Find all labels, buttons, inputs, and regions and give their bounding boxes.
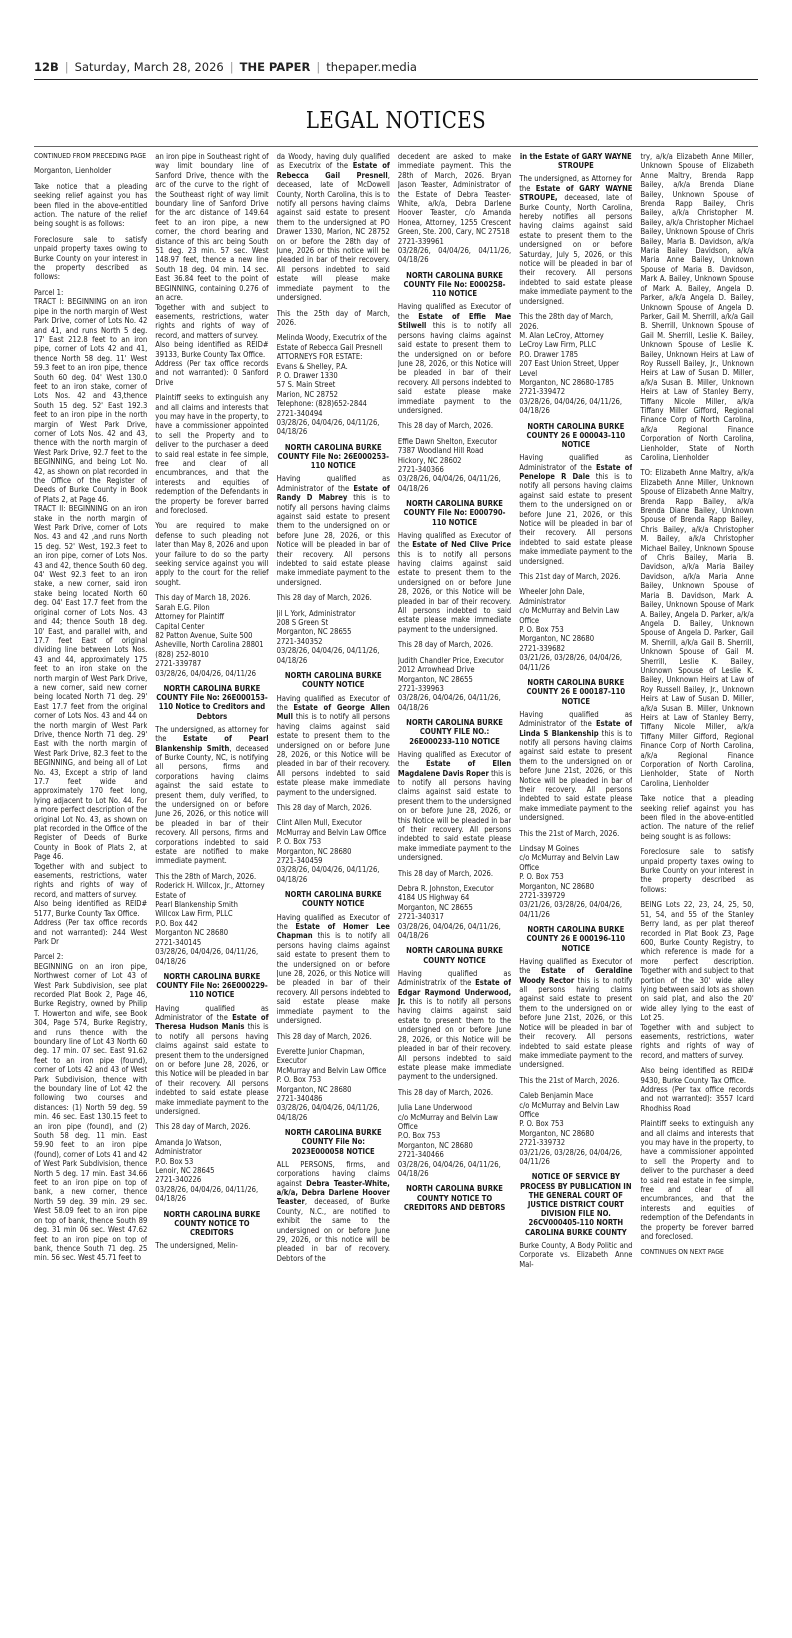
notice-date: This 28 day of March, 2026. [397, 1087, 494, 1097]
notice-heading: NOTICE OF SERVICE BY PROCESS BY PUBLICATION IN THE GENERAL COURT OF JUSTICE DISTRICT COURT DIVISION FILE NO. 26CV000405-110 NORTH CAROLINA BURKE COUNTY [520, 1172, 632, 1237]
notice-date: This 28 day of March, 2026. [397, 868, 494, 878]
notice-heading: NORTH CAROLINA BURKE COUNTY NOTICE [284, 890, 382, 909]
estate-name: Estate of Penelope R Dale [519, 462, 633, 481]
notice-text: Burke County, A Body Politic and Corporate vs. Elizabeth Anne Mal- [519, 1240, 633, 1269]
notice-signature: This day of March 18, 2026. Sarah E.G. Pilon Attorney for Plaintiff Capital Center 82 Patton Avenue, Suite 500 Asheville, North Carolina 28801 (828) 252-8010 2721-339787 03/28/26, 04/04/26, 04/11/26 [155, 593, 264, 678]
estate-name: Estate of Theresa Hudson Manis [155, 1012, 269, 1032]
notice-signature: Effie Dawn Shelton, Executor 7387 Woodland Hill Road Hickory, NC 28602 2721-340366 03/28/26, 04/04/26, 04/11/26, 04/18/26 [397, 436, 501, 493]
notice-heading: NORTH CAROLINA BURKE COUNTY File No: 26E000153-110 Notice to Creditors and Debtors [156, 683, 268, 721]
notice-heading: NORTH CAROLINA BURKE COUNTY NOTICE [284, 671, 382, 690]
notice-date: This the 21st of March, 2026. [519, 828, 620, 838]
notice-heading: NORTH CAROLINA BURKE COUNTY File No: 2023E000058 NOTICE [284, 1128, 382, 1156]
notice-heading: in the Estate of GARY WAYNE STROUPE [519, 152, 632, 171]
notice-text: Having qualified as Administrator of the Estate of Randy D Mabrey this is to notify all persons having claims against said estate to present them to the undersigned on or before June 28, 2026, or this Notice will be pleaded in bar of their recovery. All persons indebted to said estate please make immediate payment to the undersigned. [276, 474, 390, 587]
estate-name: Estate of GARY WAYNE STROUPE, [519, 183, 633, 203]
parcel-description: Parcel 2: BEGINNING on an iron pipe, Northwest corner of Lot 43 of West Park Subdivision, see plat recorded Plat Book 2, Page 46, Burke Registry, owned by Philip T. Howerton and wife, see Book 304, Page 574, Burke Registry, and runs thence with the boundary line of Lot 43 North 60 deg. 17 min. 07 sec. East 91.62 feet to an iron pipe (found), corner of Lots 42 and 43 of West Park Subdivision, thence with the boundary line of Lot 42 the following two courses and distances: (1) North 59 deg. 59 min. 46 sec. East 130.15 feet to an iron pipe (found), and (2) South 58 deg. 11 min. East 59.90 feet to an iron pipe (found), corner of Lots 41 and 42 of West Park Subdivision, thence North 5 deg. 17 min. East 34.66 feet to an iron pipe on top of bank, a new corner, thence North 59 deg. 39 min. 29 sec. West 58.09 feet to an iron pipe on top of bank, thence South 89 deg. 31 min 06 sec. West 47.62 feet to an iron pipe on top of bank, thence South 71 deg. 25 min. 56 sec. West 45.71 feet to [34, 952, 148, 1263]
notice-date: This the 21st of March, 2026. [519, 1075, 620, 1085]
notice-signature: Wheeler John Dale, Administrator c/o McMurray and Belvin Law Office P. O. Box 753 Morganton, NC 28680 2721-339682 03/21/26, 03/28/26, 04/04/26, 04/11/26 [519, 587, 623, 672]
parcel-description: an iron pipe in Southeast right of way limit boundary line of Sanford Drive, thence with the arc of the curve to the right of the Southeast right of way limit boundary line of Sanford Drive for the arc distance of 149.64 feet to an iron pipe, a new corner, the chord bearing and distance of this arc being South 51 deg. 23 min. 57 sec. West 148.97 feet, thence a new line South 18 deg. 04 min. 14 sec. East 36.84 feet to the point of BEGINNING, containing 0.276 of an acre. Together with and subject to easements, restrictions, water rights and rights of way of record, and matters of survey. Also being identified as REID# 39133, Burke County Tax Office. Address (Per tax office records and not warranted): 0 Sanford Drive [155, 152, 269, 387]
notice-signature: Everette Junior Chapman, Executor McMurray and Belvin Law Office P. O. Box 753 Morganton, NC 28680 2721-340486 03/28/26, 04/04/26, 04/11/26, 04/18/26 [276, 1046, 387, 1122]
notice-text: Having qualified as Executor of the Estate of Geraldine Woody Rector this is to notify all persons having claims against said estate to present them to the undersigned on or before June 21st, 2026, or this Notice will be pleaded in bar of their recovery. All persons indebted to said estate please make immediate payment to the undersigned. [519, 956, 633, 1070]
notice-heading: NORTH CAROLINA BURKE COUNTY File No: E000258-110 NOTICE [403, 270, 506, 299]
parcel-description: BEING Lots 22, 23, 24, 25, 50, 51, 54, and 55 of the Stanley Berry land, as per plat thereof recorded in Plat Book Z3, Page 600, Burke County Registry, to which reference is made for a more perfect description. Together with and subject to that portion of the 30' wide alley lying between said lots as shown on said plat, and also the 20' wide alley lying to the east of Lot 25. Together with and subject to easements, restrictions, water rights and rights of way of record, and matters of survey. [640, 900, 754, 1060]
notice-date: This 28 day of March, 2026. [276, 1031, 372, 1041]
notice-date: This 28 day of March, 2026. [276, 802, 372, 812]
estate-name: Estate of Homer Lee Chapman [276, 922, 390, 941]
notice-text: Having qualified as Administrator of the Estate of Theresa Hudson Manis this is to notify all persons having claims against said estate to present them to the undersigned on or before June 28, 2026, or this Notice will be pleaded in bar of their recovery. All persons indebted to said estate please make immediate payment to the undersigned. [155, 1003, 269, 1116]
notice-text: Having qualified as Administrator of the Estate of Penelope R Dale this is to notify all persons having claims against said estate to present them to the undersigned on or before June 21, 2026, or this Notice will be pleaded in bar of their recovery. All persons indebted to said estate please make immediate payment to the undersigned. [519, 453, 633, 566]
notice-date: This 28 day of March, 2026. [397, 421, 494, 431]
estate-name: Estate of Randy D Mabrey [276, 483, 390, 503]
notice-text: Having qualified as Administratrix of the Estate of Edgar Raymond Underwood, Jr. this is to notify all persons having claims against said estate to present them to the undersigned on or before June 28, 2026, or this Notice will be pleaded in bar of their recovery. All persons indebted to said estate please make immediate payment to the undersigned. [397, 968, 512, 1082]
notice-text: Having qualified as Executor of the Estate of Ned Clive Price this is to notify all persons having claims against said estate to present them to the undersigned on or before June 28, 2026, or this Notice will be pleaded in bar of their recovery. All persons indebted to said estate please make immediate payment to the undersigned. [397, 530, 512, 634]
notice-heading: NORTH CAROLINA BURKE COUNTY 26 E 000187-110 NOTICE [526, 678, 626, 706]
parcel-description: Also being identified as REID# 9430, Burke County Tax Office. Address (Per tax office records and not warranted): 3557 Icard Rhodhiss Road [640, 1066, 754, 1113]
estate-name: Estate of Ellen Magdalene Davis Roper [397, 759, 512, 778]
column-3 [277, 152, 390, 1630]
notice-text: decedent are asked to make immediate payment. This the 28th of March, 2026. Bryan Jason Teaster, Administrator of the Estate of Debra Teaster-White, a/k/a, Debra Darlene Hoover Teaster, c/o Amanda Honea, Attorney, 1255 Crescent Green, Ste. 200, Cary, NC 27518 2721-339961 03/28/26, 04/04/26, 04/11/26, 04/18/26 [397, 152, 512, 265]
notice-text: Plaintiff seeks to extinguish any and all claims and interests that you may have in the property, to have a commissioner appointed to sell the Property and to deliver to the purchaser a deed to said real estate in fee simple, free and clear of all encumbrances, and that the interests and equities of redemption of the Defendants in the property be forever barred and foreclosed. [155, 393, 269, 516]
notice-text: Foreclosure sale to satisfy unpaid property taxes owing to Burke County on your interest in the property described as follows: [34, 234, 148, 282]
notice-heading: NORTH CAROLINA BURKE COUNTY 26 E 000043-110 NOTICE [526, 421, 626, 449]
notice-text: TO: Elizabeth Anne Maltry, a/k/a Elizabeth Anne Miller, Unknown Spouse of Elizabeth Anne Maltry, Brenda Rapp Bailey, a/k/a Brenda Diane Bailey, Unknown Spouse of Brenda Rapp Bailey, Chris Bailey, a/k/a Christopher M. Bailey, a/k/a Christopher Michael Bailey, Unknown Spouse of Chris Bailey, Maria B. Davidson, a/k/a Maria Bailey Davidson, a/k/a Maria Anne Bailey, Unknown Spouse of Maria B. Davidson, Mark A. Bailey, Unknown Spouse of Mark A. Bailey, Angela D. Parker, a/k/a Angela D. Bailey, Unknown Spouse of Angela D. Parker, Gail M. Sherrill, a/k/a Gail B. Sherrill, Unknown Spouse of Gail M. Sherrill, Leslie K. Bailey, Unknown Spouse of Leslie K. Bailey, Unknown Heirs at Law of Roy Russell Bailey, Jr., Unknown Heirs at Law of Susan D. Miller, a/k/a Susan B. Miller, Unknown Heirs at Law of Stanley Berry, Tiffany Nicole Miller, a/k/a Tiffany Miller Gifford, Regional Finance Corp of North Carolina, a/k/a Regional Finance Corporation of North Carolina, Lienholder, State of North Carolina, Lienholder [640, 468, 754, 788]
notice-signature: Clint Allen Mull, Executor McMurray and Belvin Law Office P. O. Box 753 Morganton, NC 28680 2721-340459 03/28/26, 04/04/26, 04/11/26, 04/18/26 [276, 818, 387, 884]
notice-text: Having qualified as Executor of the Estate of Homer Lee Chapman this is to notify all persons having claims against said estate to present them to the undersigned on or before June 28, 2026, or this Notice will be pleaded in bar of their recovery. All persons indebted to said estate please make immediate payment to the undersigned. [276, 912, 390, 1026]
notice-text: da Woody, having duly qualified as Executrix of the Estate of Rebecca Gail Presnell, deceased, late of McDowell County, North Carolina, this is to notify all persons having claims against said estate to present them to the undersigned at PO Drawer 1330, Marion, NC 28752 on or before the 28th day of June, 2026 or this notice will be pleaded in bar of their recovery. All persons indebted to said estate will please make immediate payment to the undersigned. [276, 152, 390, 303]
notice-signature: Jil L York, Administrator 208 S Green St Morganton, NC 28655 2721-340352 03/28/26, 04/04/26, 04/11/26, 04/18/26 [276, 608, 380, 665]
newspaper-site[interactable]: thepaper.media [326, 60, 417, 74]
column-4 [398, 152, 511, 1630]
notice-text: Having qualified as Executor of the Estate of George Allen Mull this is to notify all persons having claims against said estate to present them to the undersigned on or before June 28, 2026, or this Notice will be pleaded in bar of their recovery. All persons indebted to said estate please make immediate payment to the undersigned. [276, 693, 390, 797]
notice-text: Take notice that a pleading seeking relief against you has been filed in the above-entitled action. The nature of the relief being sought is as follows: [34, 181, 148, 229]
notice-signature: Amanda Jo Watson, Administrator P.O. Box 53 Lenoir, NC 28645 2721-340226 03/28/26, 04/04/26, 04/11/26, 04/18/26 [155, 1137, 259, 1204]
estate-name: Estate of Ned Clive Price [412, 540, 512, 550]
masthead-separator: | [316, 60, 321, 74]
notice-signature: Debra R. Johnston, Executor 4184 US Highway 64 Morganton, NC 28655 2721-340317 03/28/26, 04/04/26, 04/11/26, 04/18/26 [397, 884, 501, 941]
notice-date: This 28 day of March, 2026. [397, 640, 494, 650]
masthead-separator: | [229, 60, 234, 74]
column-1 [34, 152, 147, 1630]
notice-signature: Caleb Benjamin Mace c/o McMurray and Belvin Law Office P. O. Box 753 Morganton, NC 28680 2721-339732 03/21/26, 03/28/26, 04/04/26, 04/11/26 [519, 1091, 623, 1166]
column-2 [155, 152, 268, 1630]
notice-text: Plaintiff seeks to extinguish any and all claims and interests that you may have in the property, to have a commissioner appointed to sell the Property and to deliver to the purchaser a deed to said real estate in fee simple, free and clear of all encumbrances, and that the interests and equities of redemption of the Defendants in the property be forever barred and foreclosed. [640, 1119, 754, 1242]
notice-date: This 21st day of March, 2026. [519, 572, 621, 582]
notice-date: This 28 day of March, 2026. [155, 1122, 251, 1132]
notice-signature: This the 28th of March, 2026. Roderick H. Willcox, Jr., Attorney Estate of Pearl Blankenship Smith Willcox Law Firm, PLLC P.O. Box 442 Morganton NC 28680 2721-340145 03/28/26, 04/04/26, 04/11/26, 04/18/26 [155, 871, 265, 966]
newspaper-name: THE PAPER [239, 60, 311, 74]
estate-name: Estate of Pearl Blankenship Smith [155, 734, 269, 753]
masthead [34, 56, 758, 78]
notice-signature: Lindsay M Goines c/o McMurray and Belvin Law Office P. O. Box 753 Morganton, NC 28680 2721-339729 03/21/26, 03/28/26, 04/04/26, 04/11/26 [519, 844, 623, 919]
notice-text: Having qualified as Administrator of the Estate of Linda S Blankenship this is to notify all persons having claims against said estate to present them to the undersigned on or before June 21st, 2026, or this Notice will be pleaded in bar of their recovery. All persons indebted to said estate please make immediate payment to the undersigned. [519, 709, 633, 823]
notice-text: The undersigned, as attorney for the Estate of Pearl Blankenship Smith, deceased of Burke County, NC, is notifying all persons, firms and corporations having claims against the said estate to present them, duly verified, to the undersigned on or before June 26, 2026, or this notice will be pleaded in bar of their recovery. All persons, firms and corporations indebted to said estate are notified to make immediate payment. [155, 724, 269, 866]
continues-label: CONTINUES ON NEXT PAGE [640, 1247, 724, 1256]
section-title: LEGAL NOTICES [305, 108, 487, 134]
notice-text: Having qualified as Executor of the Estate of Ellen Magdalene Davis Roper this is to notify all persons having claims against said estate to present them to the undersigned on or before June 28, 2026, or this Notice will be pleaded in bar of their recovery. All persons indebted to said estate please make immediate payment to the undersigned. [397, 749, 512, 863]
notice-signature: Judith Chandler Price, Executor 2012 Arrowhead Drive Morganton, NC 28655 2721-339963 03/28/26, 04/04/26, 04/11/26, 04/18/26 [397, 655, 504, 712]
notice-text: You are required to make defense to such pleading not later than May 8, 2026 and upon your failure to do so the party seeking service against you will apply to the court for the relief sought. [155, 521, 269, 587]
notice-signature: This the 28th day of March, 2026. M. Alan LeCroy, Attorney LeCroy Law Firm, PLLC P.O. Drawer 1785 207 East Union Street, Upper Level Morganton, NC 28680-1785 2721-339472 03/28/26, 04/04/26, 04/11/26, 04/18/26 [519, 312, 623, 416]
issue-date: Saturday, March 28, 2026 [74, 60, 224, 74]
notice-text: try, a/k/a Elizabeth Anne Miller, Unknown Spouse of Elizabeth Anne Maltry, Brenda Rapp Bailey, a/k/a Brenda Diane Bailey, Unknown Spouse of Brenda Rapp Bailey, Chris Bailey, a/k/a Christopher M. Bailey, a/k/a Christopher Michael Bailey, Unknown Spouse of Chris Bailey, Maria B. Davidson, a/k/a Maria Bailey Davidson, a/k/a Maria Anne Bailey, Unknown Spouse of Maria B. Davidson, Mark A. Bailey, Unknown Spouse of Mark A. Bailey, Angela D. Parker, a/k/a Angela D. Bailey, Unknown Spouse of Angela D. Parker, Gail M. Sherrill, a/k/a Gail B. Sherrill, Unknown Spouse of Gail M. Sherrill, Leslie K. Bailey, Unknown Spouse of Leslie K. Bailey, Unknown Heirs at Law of Roy Russell Bailey, Jr., Unknown Heirs at Law of Susan D. Miller, a/k/a Susan B. Miller, Unknown Heirs at Law of Stanley Berry, Tiffany Nicole Miller, a/k/a Tiffany Miller Gifford, Regional Finance Corp of North Carolina, a/k/a Regional Finance Corporation of North Carolina, Lienholder, State of North Carolina, Lienholder [640, 152, 754, 462]
notice-heading: NORTH CAROLINA BURKE COUNTY File No: 26E000229-110 NOTICE [156, 971, 268, 1000]
page-number: 12B [34, 60, 59, 74]
notice-heading: NORTH CAROLINA BURKE COUNTY NOTICE [406, 946, 503, 965]
estate-name: Estate of Effie Mae Stilwell [397, 311, 512, 331]
title-rule [34, 146, 758, 147]
estate-name: Estate of Linda S Blankenship [519, 719, 633, 738]
notice-heading: NORTH CAROLINA BURKE COUNTY File No: 26E000253-110 NOTICE [277, 442, 389, 471]
notice-text: The undersigned, as Attorney for the Estate of GARY WAYNE STROUPE, deceased, late of Burke County, North Carolina, hereby notifies all persons having claims against said estate to present them to the undersigned on or before Saturday, July 5, 2026, or this notice will be pleaded in bar of their recovery. All persons indebted to said estate please make immediate payment to the undersigned. [519, 174, 633, 306]
estate-name: Debra Teaster-White, a/k/a, Debra Darlene Hoover Teaster [276, 1178, 390, 1207]
notice-heading: NORTH CAROLINA BURKE COUNTY FILE NO.: 26E000233-110 NOTICE [406, 718, 503, 746]
estate-name: Estate of Edgar Raymond Underwood, Jr. [397, 978, 512, 1007]
column-5 [519, 152, 632, 1630]
estate-name: Estate of Geraldine Woody Rector [519, 966, 633, 985]
column-6 [640, 152, 753, 1630]
notice-heading: NORTH CAROLINA BURKE COUNTY NOTICE TO CREDITORS [163, 1209, 261, 1238]
estate-name: Estate of Rebecca Gail Presnell [276, 161, 390, 180]
notices-columns [34, 152, 758, 1630]
header-rule [34, 79, 758, 80]
notice-heading: NORTH CAROLINA BURKE COUNTY 26 E 000196-110 NOTICE [526, 925, 626, 953]
parcel-description: Parcel 1: TRACT I: BEGINNING on an iron pipe in the north margin of West Park Drive, corner of Lots No. 42 and 41, and runs North 5 deg. 17' East 212.8 feet to an iron pipe, corner of Lots 42 and 41, thence North 58 deg. 11' West 59.3 feet to an iron pipe, thence South 60 deg. 04' West 130.0 feet to an iron stake, corner of Lots Nos. 42 and 43,thence South 15 deg. 52' East 192.3 feet to an iron pipe in the north margin of West Park Drive, corner of Lots Nos. 42 and 43, thence with the north margin of West Park Drive, 92.7 feet to the BEGINNING, and being Lot No. 42, as shown on plat recorded in the Office of the Register of Deeds of Burke County in Book of Plats 2, at Page 46. TRACT II: BEGINNING on an iron stake in the north margin of West Park Drive, corner of Lots Nos. 43 and 42 ,and runs North 15 deg. 52' West, 192.3 feet to an iron pipe, corner of Lots Nos. 43 and 42, thence South 60 deg. 04' West 92.3 feet to an iron stake, a new corner, said iron stake being located North 60 deg. 04' East 17.7 feet from the original corner of Lots Nos. 43 and 44; thence South 18 deg. 10' East, and parallel with, and 17.7 feet East of original dividing line between Lots Nos. 43 and 44, approximately 175 feet to an iron stake on the north margin of West Park Drive, a new corner, said new corner being located North 71 deg. 29' East 17.7 feet from the original corner of Lots Nos. 43 and 44 on the north margin of West Park Drive, thence North 71 deg. 29' East with the north margin of West Park Drive, 82.3 feet to the BEGINNING, and being all of Lot No. 43, Except a strip of land 17.7 feet wide and approximately 170 feet long, lying adjacent to Lot No. 44. For a more perfect description of the original Lot No. 43, as shown on plat recorded in the Office of the Register of Deeds of Burke County in Book of Plats 2, at Page 46. Together with and subject to easements, restrictions, water rights and rights of way of record, and matters of survey. Also being identified as REID# 5177, Burke County Tax Office. Address (Per tax office records and not warranted): 244 West Park Dr [34, 287, 148, 946]
continued-label: CONTINUED FROM PRECEDING PAGE [34, 152, 147, 160]
notice-text: Having qualified as Executor of the Estate of Effie Mae Stilwell this is to notify all persons having claims against said estate to present them to the undersigned on or before June 28, 2026, or this Notice will be pleaded in bar of their recovery. All persons indebted to said estate please make immediate payment to the undersigned. [397, 302, 512, 415]
notice-text: Foreclosure sale to satisfy unpaid property taxes owing to Burke County on your interest in the property described as follows: [640, 847, 754, 894]
masthead-separator: | [64, 60, 69, 74]
notice-text: The undersigned, Melin- [155, 1241, 238, 1251]
notice-signature: Julia Lane Underwood c/o McMurray and Belvin Law Office P.O. Box 753 Morganton, NC 28680 2721-340466 03/28/26, 04/04/26, 04/11/26, 04/18/26 [397, 1103, 501, 1178]
notice-text: Take notice that a pleading seeking relief against you has been filed in the above-entitled action. The nature of the relief being sought is as follows: [640, 794, 754, 841]
notice-text: ALL PERSONS, firms, and corporations having claims against Debra Teaster-White, a/k/a, Debra Darlene Hoover Teaster, deceased, of Burke County, N.C., are notified to exhibit the same to the undersigned on or before June 29, 2026, or this notice will be pleaded in bar of recovery. Debtors of the [276, 1159, 390, 1263]
notice-text: Morganton, Lienholder [34, 166, 112, 176]
notice-date: This 28 day of March, 2026. [276, 593, 372, 603]
notice-date: This the 25th day of March, 2026. [276, 308, 390, 327]
notice-heading: NORTH CAROLINA BURKE COUNTY NOTICE TO CREDITORS AND DEBTORS [403, 1184, 506, 1212]
estate-name: Estate of George Allen Mull [276, 702, 390, 722]
notice-signature: Melinda Woody, Executrix of the Estate of Rebecca Gail Presnell ATTORNEYS FOR ESTATE: Evans & Shelley, P.A. P. O. Drawer 1330 57 S. Main Street Marion, NC 28752 Telephone: (828)652-2844 2721-340494 03/28/26, 04/04/26, 04/11/26, 04/18/26 [276, 333, 387, 437]
notice-heading: NORTH CAROLINA BURKE COUNTY File No: E000790-110 NOTICE [403, 499, 506, 527]
